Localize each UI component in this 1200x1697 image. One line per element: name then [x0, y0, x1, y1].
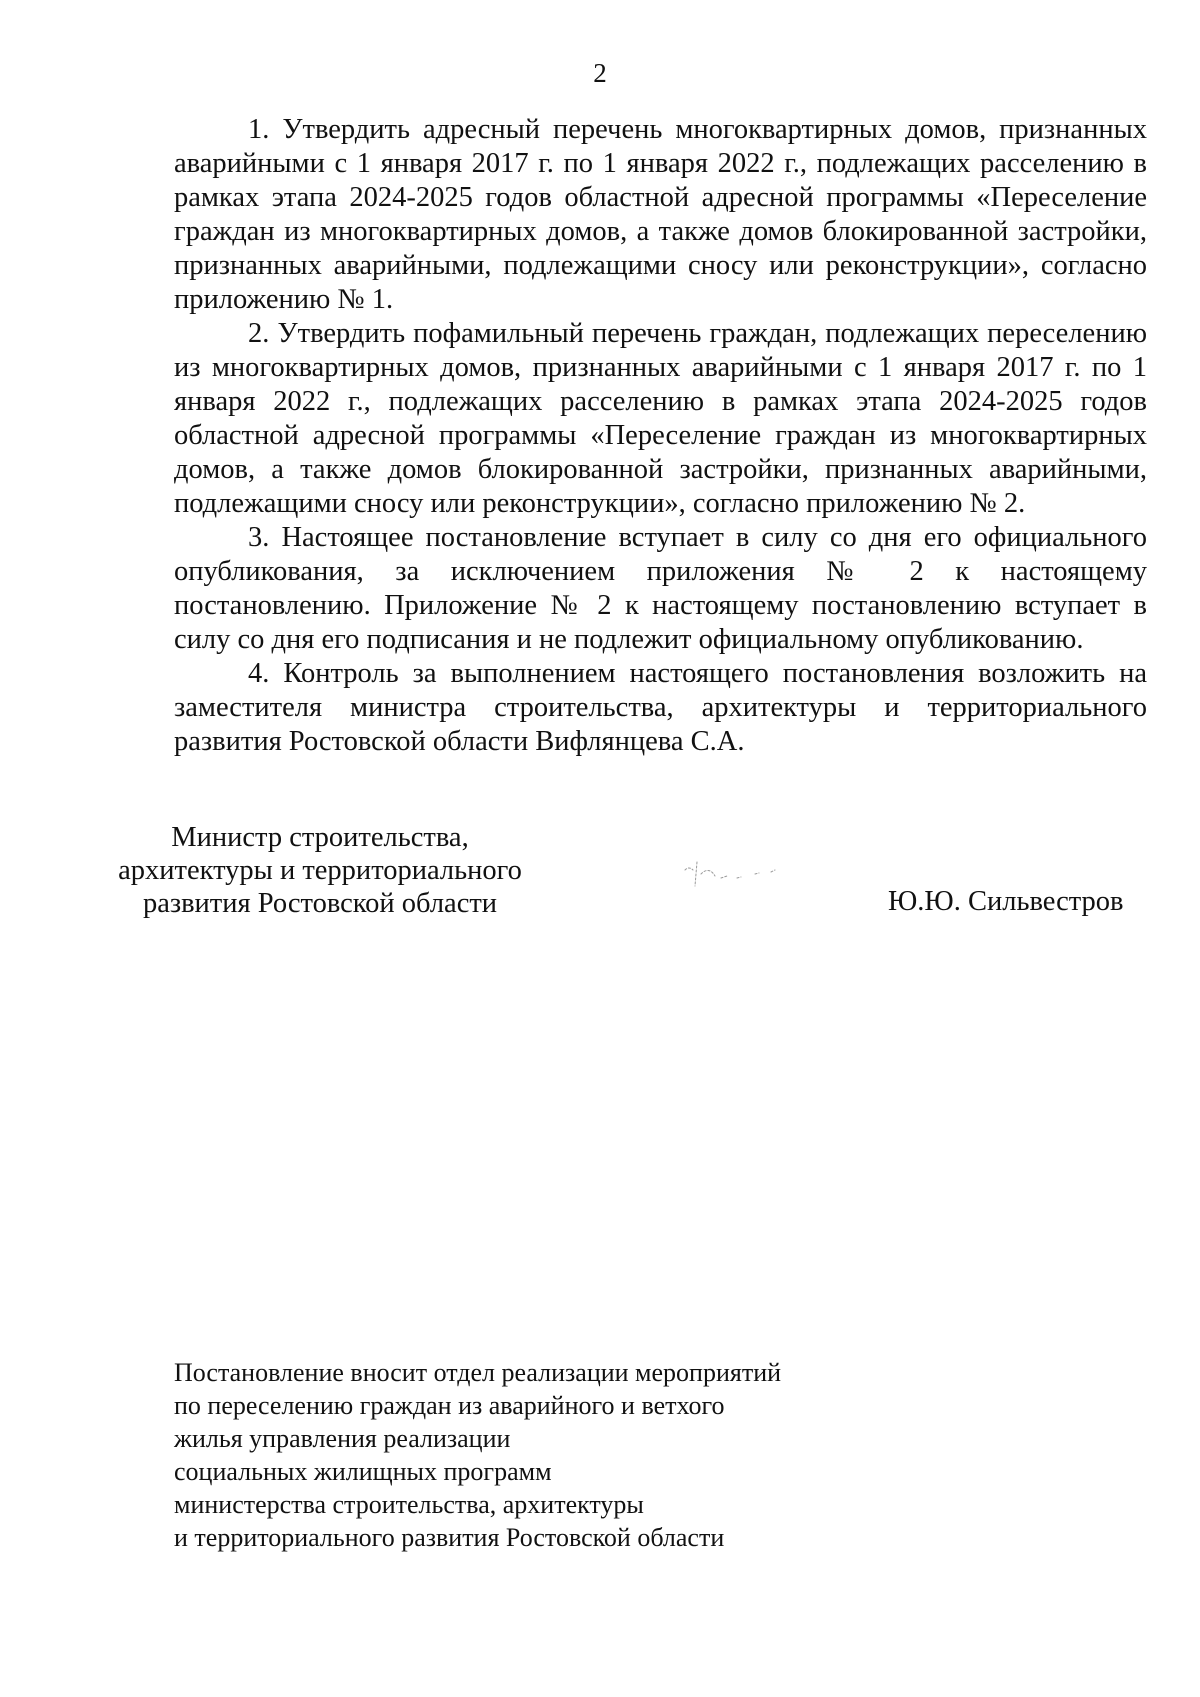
signatory-name: Ю.Ю. Сильвестров — [888, 886, 1124, 917]
signatory-title-line: архитектуры и территориального — [118, 855, 522, 886]
paragraph-3: 3. Настоящее постановление вступает в силу со дня его официального опубликования, за исключением приложения № 2 к настоящему постановлению. Приложение № 2 к настоящему постановлению вступает в силу со дня его подписания и не подлежит официальному опубликованию. — [174, 522, 1147, 655]
submitter-note-line: Постановление вносит отдел реализации мероприятий — [174, 1358, 782, 1387]
paragraph-2: 2. Утвердить пофамильный перечень граждан, подлежащих переселению из многоквартирных домов, признанных аварийными с 1 января 2017 г. по 1 января 2022 г., подлежащих расселению в рамках этапа 2024-2025 годов областной адресной программы «Переселение граждан из многоквартирных домов, а также домов блокированной застройки, признанных аварийными, подлежащими сносу или реконструкции», согласно приложению № 2. — [174, 318, 1147, 519]
handwritten-signature — [675, 848, 785, 898]
signatory-title-line: Министр строительства, — [171, 822, 469, 853]
paragraph-4: 4. Контроль за выполнением настоящего постановления возложить на заместителя министра строительства, архитектуры и территориального развития Ростовской области Вифлянцева С.А. — [174, 658, 1147, 757]
page-number: 2 — [593, 58, 607, 88]
submitter-note-line: социальных жилищных программ — [174, 1457, 552, 1486]
submitter-note-line: и территориального развития Ростовской области — [174, 1523, 725, 1552]
signatory-title — [110, 821, 530, 920]
submitter-note-line: жилья управления реализации — [174, 1424, 511, 1453]
signatory-title-line: развития Ростовской области — [142, 888, 498, 919]
paragraph-1: 1. Утвердить адресный перечень многоквартирных домов, признанных аварийными с 1 января 2017 г. по 1 января 2022 г., подлежащих расселению в рамках этапа 2024-2025 годов областной адресной программы «Переселение граждан из многоквартирных домов, а также домов блокированной застройки, признанных аварийными, подлежащими сносу или реконструкции», согласно приложению № 1. — [174, 114, 1147, 315]
submitter-note-line: министерства строительства, архитектуры — [174, 1490, 644, 1519]
document-body — [174, 113, 1147, 759]
submitter-note-line: по переселению граждан из аварийного и ветхого — [174, 1391, 725, 1420]
submitter-note — [174, 1356, 874, 1554]
